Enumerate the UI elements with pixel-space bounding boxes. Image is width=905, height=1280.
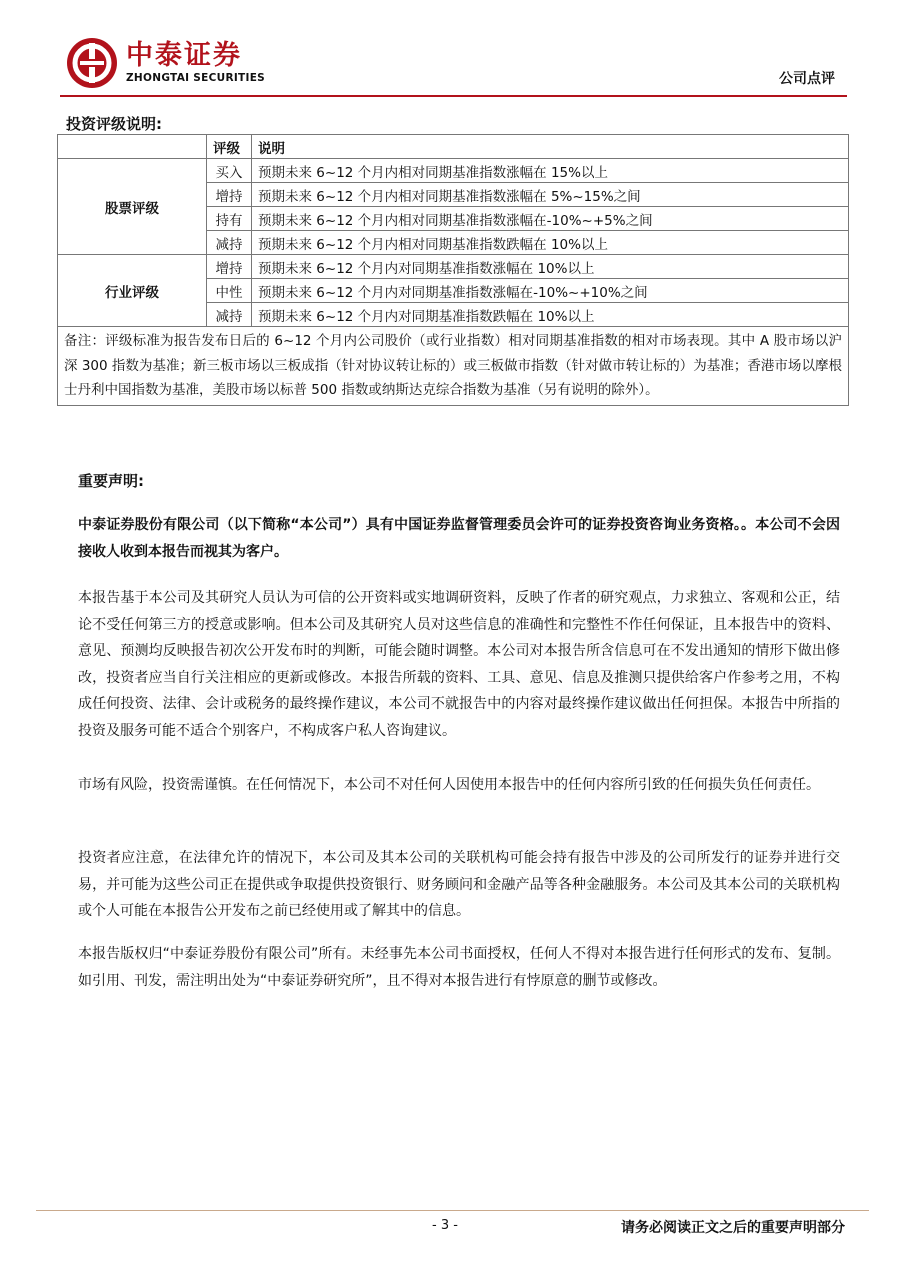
rating-level: 增持: [207, 255, 252, 279]
rating-description: 预期未来 6~12 个月内相对同期基准指数跌幅在 10%以上: [252, 231, 849, 255]
page-header: [0, 0, 905, 100]
logo-chinese-name: 中泰证券: [126, 40, 242, 71]
category-industry-rating: 行业评级: [58, 255, 207, 327]
column-header-description: 说明: [252, 135, 849, 159]
rating-description: 预期未来 6~12 个月内相对同期基准指数涨幅在 15%以上: [252, 159, 849, 183]
table-row: [58, 159, 849, 183]
table-row: [58, 255, 849, 279]
rating-description: 预期未来 6~12 个月内对同期基准指数涨幅在 10%以上: [252, 255, 849, 279]
rating-section-title: 投资评级说明:: [66, 115, 162, 133]
declaration-paragraph: 本报告版权归“中泰证券股份有限公司”所有。未经事先本公司书面授权，任何人不得对本报告进行任何形式的发布、复制。如引用、刊发，需注明出处为“中泰证券研究所”，且不得对本报告进行有悖原意的删节或修改。: [78, 946, 840, 989]
category-stock-rating: 股票评级: [58, 159, 207, 255]
rating-level: 中性: [207, 279, 252, 303]
column-header-level: 评级: [207, 135, 252, 159]
rating-level: 持有: [207, 207, 252, 231]
rating-description: 预期未来 6~12 个月内对同期基准指数涨幅在-10%~+10%之间: [252, 279, 849, 303]
declaration-paragraph: 本报告基于本公司及其研究人员认为可信的公开资料或实地调研资料，反映了作者的研究观点，力求独立、客观和公正，结论不受任何第三方的授意或影响。但本公司及其研究人员对这些信息的准确性和完整性不作任何保证，且本报告中的资料、意见、预测均反映报告初次公开发布时的判断，可能会随时调整。本公司对本报告所含信息可在不发出通知的情形下做出修改，投资者应当自行关注相应的更新或修改。本报告所载的资料、工具、意见、信息及推测只提供给客户作参考之用，不构成任何投资、法律、会计或税务的最终操作建议，本公司不就报告中的内容对最终操作建议做出任何担保。本报告中所指的投资及服务可能不适合个别客户，不构成客户私人咨询建议。: [78, 590, 840, 739]
table-header-row: [58, 135, 849, 159]
declaration-paragraph: 市场有风险，投资需谨慎。在任何情况下，本公司不对任何人因使用本报告中的任何内容所引致的任何损失负任何责任。: [78, 777, 820, 793]
rating-level: 增持: [207, 183, 252, 207]
document-type: 公司点评: [779, 71, 835, 87]
rating-level: 减持: [207, 303, 252, 327]
footer-divider: [36, 1210, 869, 1211]
rating-note: 备注：评级标准为报告发布日后的 6~12 个月内公司股价（或行业指数）相对同期基准指数的相对市场表现。其中 A 股市场以沪深 300 指数为基准；新三板市场以三板成指（针对协议转让标的）或三板做市指数（针对做市转让标的）为基准；香港市场以摩根士丹利中国指数为基准，美股市场以标普 500 指数或纳斯达克综合指数为基准（另有说明的除外）。: [58, 327, 849, 406]
footer-disclaimer: 请务必阅读正文之后的重要声明部分: [621, 1220, 845, 1236]
rating-description: 预期未来 6~12 个月内相对同期基准指数涨幅在-10%~+5%之间: [252, 207, 849, 231]
empty-header-cell: [58, 135, 207, 159]
rating-description: 预期未来 6~12 个月内相对同期基准指数涨幅在 5%~15%之间: [252, 183, 849, 207]
header-divider: [60, 95, 847, 97]
logo-english-name: ZHONGTAI SECURITIES: [126, 72, 266, 84]
rating-description: 预期未来 6~12 个月内对同期基准指数跌幅在 10%以上: [252, 303, 849, 327]
rating-level: 减持: [207, 231, 252, 255]
rating-table: [57, 134, 849, 406]
license-statement: 中泰证券股份有限公司（以下简称“本公司”）具有中国证券监督管理委员会许可的证券投资咨询业务资格。。本公司不会因接收人收到本报告而视其为客户。: [78, 517, 840, 560]
rating-level: 买入: [207, 159, 252, 183]
company-logo: [66, 36, 265, 90]
page-number: - 3 -: [432, 1218, 458, 1233]
declaration-paragraph: 投资者应注意，在法律允许的情况下，本公司及其本公司的关联机构可能会持有报告中涉及的公司所发行的证券并进行交易，并可能为这些公司正在提供或争取提供投资银行、财务顾问和金融产品等各种金融服务。本公司及其本公司的关联机构或个人可能在本报告公开发布之前已经使用或了解其中的信息。: [78, 850, 840, 919]
declaration-title: 重要声明:: [78, 472, 144, 490]
zhongtai-logo-icon: [66, 37, 118, 89]
table-note-row: [58, 327, 849, 406]
